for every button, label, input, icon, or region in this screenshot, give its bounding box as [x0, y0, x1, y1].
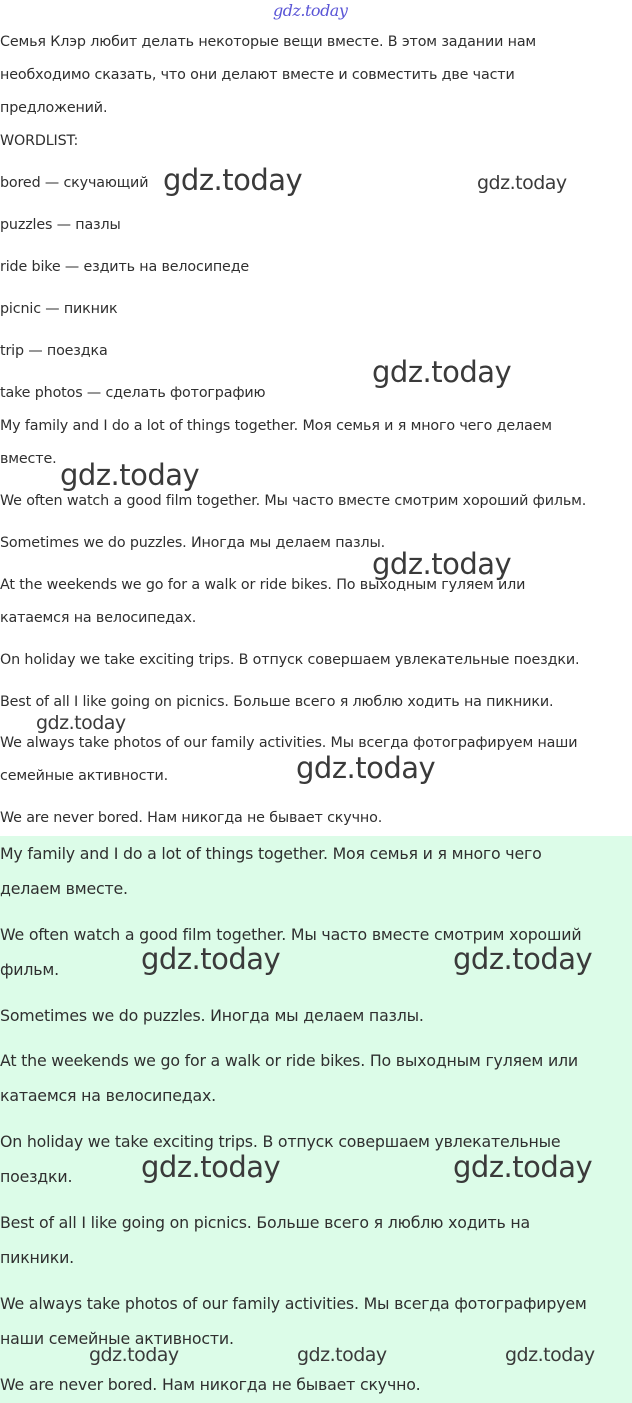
wordlist-item: take photos — сделать фотографию — [0, 385, 266, 401]
highlight-line: катаемся на велосипедах. — [0, 1086, 216, 1105]
watermark: gdz.today — [163, 163, 303, 197]
site-watermark-header: gdz.today — [273, 1, 348, 20]
wordlist-item: bored — скучающий — [0, 175, 149, 191]
answer-line: On holiday we take exciting trips. В отпуск совершаем увлекательные поездки. — [0, 652, 580, 668]
highlight-line: фильм. — [0, 960, 59, 979]
watermark: gdz.today — [372, 355, 512, 389]
highlight-line: We are never bored. Нам никогда не бывает скучно. — [0, 1375, 421, 1394]
highlight-line: My family and I do a lot of things together. Моя семья и я много чего — [0, 844, 542, 863]
intro-line-3: предложений. — [0, 100, 108, 116]
answer-line: Sometimes we do puzzles. Иногда мы делаем пазлы. — [0, 535, 385, 551]
watermark: gdz.today — [141, 1150, 281, 1184]
watermark: gdz.today — [297, 1344, 387, 1366]
answer-line: We always take photos of our family activities. Мы всегда фотографируем наши — [0, 735, 578, 751]
watermark: gdz.today — [141, 942, 281, 976]
highlight-line: On holiday we take exciting trips. В отпуск совершаем увлекательные — [0, 1132, 561, 1151]
intro-line-2: необходимо сказать, что они делают вместе и совместить две части — [0, 67, 515, 83]
highlight-line: Sometimes we do puzzles. Иногда мы делаем пазлы. — [0, 1006, 424, 1025]
watermark: gdz.today — [60, 458, 200, 492]
watermark: gdz.today — [296, 751, 436, 785]
highlight-line: пикники. — [0, 1248, 74, 1267]
answer-line: Best of all I like going on picnics. Больше всего я люблю ходить на пикники. — [0, 694, 554, 710]
answer-line: At the weekends we go for a walk or ride bikes. По выходным гуляем или — [0, 577, 526, 593]
wordlist-item: puzzles — пазлы — [0, 217, 121, 233]
wordlist-item: trip — поездка — [0, 343, 108, 359]
answer-line: We often watch a good film together. Мы часто вместе смотрим хороший фильм. — [0, 493, 587, 509]
answer-line: катаемся на велосипедах. — [0, 610, 197, 626]
highlight-line: поездки. — [0, 1167, 73, 1186]
answer-line: My family and I do a lot of things together. Моя семья и я много чего делаем — [0, 418, 552, 434]
highlight-line: At the weekends we go for a walk or ride bikes. По выходным гуляем или — [0, 1051, 578, 1070]
wordlist-item: picnic — пикник — [0, 301, 118, 317]
watermark: gdz.today — [89, 1344, 179, 1366]
highlight-line: Best of all I like going on picnics. Больше всего я люблю ходить на — [0, 1213, 531, 1232]
watermark: gdz.today — [453, 942, 593, 976]
watermark: gdz.today — [453, 1150, 593, 1184]
highlight-line: We always take photos of our family activities. Мы всегда фотографируем — [0, 1294, 587, 1313]
highlight-line: делаем вместе. — [0, 879, 128, 898]
answer-line: вместе. — [0, 451, 57, 467]
intro-line-1: Семья Клэр любит делать некоторые вещи вместе. В этом задании нам — [0, 34, 537, 50]
watermark: gdz.today — [505, 1344, 595, 1366]
highlight-line: наши семейные активности. — [0, 1329, 234, 1348]
highlight-line: We often watch a good film together. Мы часто вместе смотрим хороший — [0, 925, 582, 944]
wordlist-heading: WORDLIST: — [0, 133, 79, 149]
answer-line: We are never bored. Нам никогда не бывает скучно. — [0, 810, 383, 826]
watermark: gdz.today — [477, 172, 567, 194]
watermark: gdz.today — [36, 712, 126, 734]
wordlist-item: ride bike — ездить на велосипеде — [0, 259, 250, 275]
watermark: gdz.today — [372, 547, 512, 581]
answer-line: семейные активности. — [0, 768, 169, 784]
